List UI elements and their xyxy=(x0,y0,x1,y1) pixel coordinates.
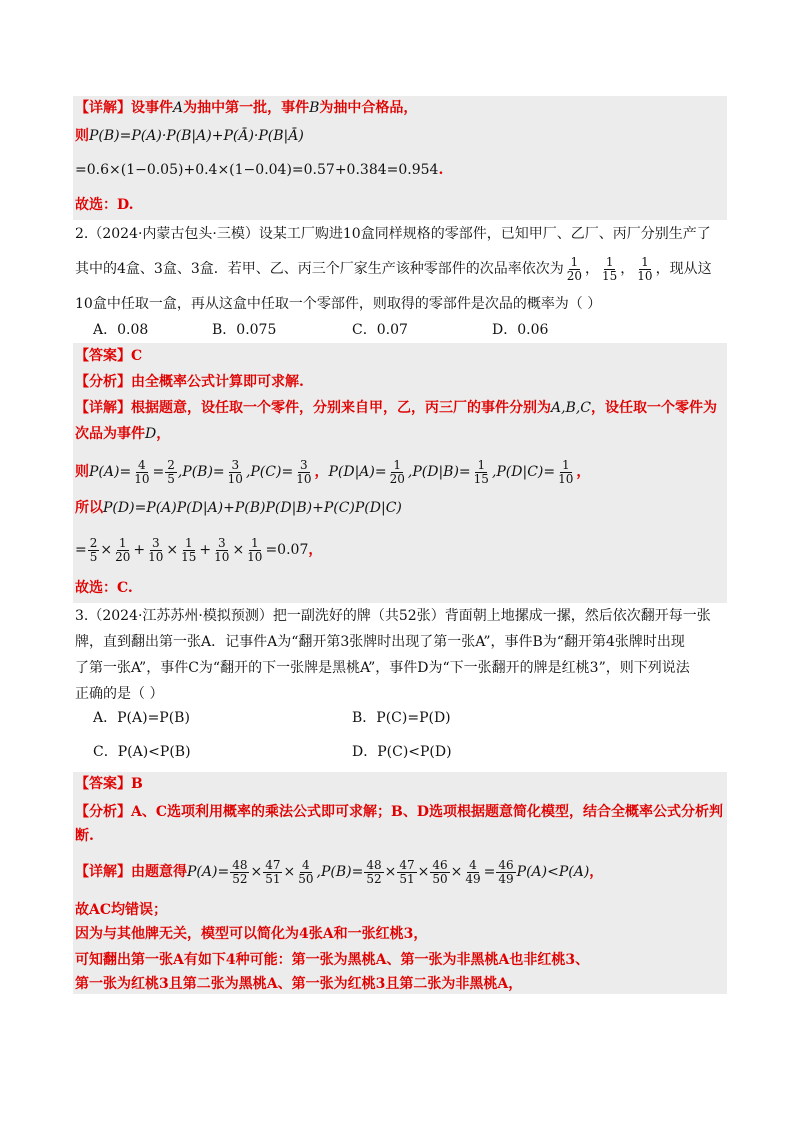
q3-option-d: D．P(C)<P(D) xyxy=(352,744,452,760)
q2-option-a: A．0.08 xyxy=(93,322,149,338)
q3-conclusion3: 可知翻出第一张A有如下4种可能：第一张为黑桃A、第一张为非黑桃A也非红桃3、 xyxy=(75,952,590,968)
q3-option-b: B．P(C)=P(D) xyxy=(352,710,451,726)
q2-stem-line3: 10盒中任取一盒，再从这盒中任取一个零部件，则取得的零部件是次品的概率为（ ） xyxy=(75,296,602,312)
q3-stem-line2: 牌，直到翻出第一张A．记事件A为“翻开第3张牌时出现了第一张A”，事件B为“翻开第4张牌时出现 xyxy=(75,634,685,650)
q2-stem-line1: 2.（2024·内蒙古包头·三模）设某工厂购进10盒同样规格的零部件，已知甲厂、乙厂、丙厂分别生产了 xyxy=(75,226,711,242)
q3-conclusion1: 故AC均错误； xyxy=(75,902,168,918)
q3-conclusion2: 因为与其他牌无关，模型可以简化为4张A和一张红桃3， xyxy=(75,926,428,942)
q2-detail-line1: 【详解】根据题意，设任取一个零件，分别来自甲，乙，丙三厂的事件分别为A,B,C，设任取一个零件为 xyxy=(75,400,718,416)
q3-stem-line4: 正确的是（ ） xyxy=(75,686,164,702)
q2-total-formula: 所以P(D)=P(A)P(D|A)+P(B)P(D|B)+P(C)P(D|C) xyxy=(75,500,402,516)
q2-option-c: C．0.07 xyxy=(352,322,408,338)
q3-conclusion4: 第一张为红桃3且第二张为黑桃A、第一张为红桃3且第二张为非黑桃A， xyxy=(75,976,523,992)
solution1-detail: 【详解】设事件A为抽中第一批，事件B为抽中合格品， xyxy=(75,100,418,116)
fraction: $\frac{1}{20}$ xyxy=(566,254,583,283)
q2-analysis: 【分析】由全概率公式计算即可求解. xyxy=(75,374,304,390)
fraction: $\frac{1}{15}$ xyxy=(602,254,618,283)
solution1-answer: 故选：D. xyxy=(75,197,134,213)
solution1-formula1: 则P(B)=P(A)·P(B|A)+P(Ā)·P(B|Ā) xyxy=(75,128,304,144)
q3-detail: 【详解】由题意得P(A)= $\frac{48}{52}$ × $\frac{47}{51}$ × $\frac{4}{50}$ ,P(B)= $\frac{48}{52}$ × $\frac{47}{51}$ × $\frac{46}{50}$ × $\frac{4}{49}$ = $\frac{46}{49}$ P(A)<P(A)， xyxy=(75,857,604,886)
q2-option-d: D．0.06 xyxy=(492,322,549,338)
q3-stem-line3: 了第一张A”，事件C为“翻开的下一张牌是黑桃A”，事件D为“下一张翻开的牌是红桃3”，则下列说法 xyxy=(75,660,690,676)
q2-calculation: = $\frac{2}{5}$ × $\frac{1}{20}$ + $\frac{3}{10}$ × $\frac{1}{15}$ + $\frac{3}{10}$ × $\frac{1}{10}$ =0.07， xyxy=(75,535,323,564)
solution1-formula2: =0.6×(1−0.05)+0.4×(1−0.04)=0.57+0.384=0.954. xyxy=(75,162,444,178)
q2-answer: 【答案】C xyxy=(75,348,143,364)
q3-analysis-line2: 断. xyxy=(75,828,94,844)
q2-probabilities: 则P(A)= $\frac{4}{10}$ = $\frac{2}{5}$ ,P(B)= $\frac{3}{10}$ ,P(C)= $\frac{3}{10}$ ，P(D|A)= $\frac{1}{20}$ ,P(D|B)= $\frac{1}{15}$ ,P(D|C)= $\frac{1}{10}$ ， xyxy=(75,457,591,486)
q2-detail-line2: 次品为事件D， xyxy=(75,426,171,442)
q2-choose: 故选：C. xyxy=(75,580,133,596)
q3-option-c: C．P(A)<P(B) xyxy=(93,744,191,760)
q3-stem-line1: 3.（2024·江苏苏州·模拟预测）把一副洗好的牌（共52张）背面朝上地摞成一摞，然后依次翻开每一张 xyxy=(75,608,711,624)
q2-option-b: B．0.075 xyxy=(212,322,277,338)
q3-option-a: A．P(A)=P(B) xyxy=(93,710,190,726)
q3-analysis-line1: 【分析】A、C选项利用概率的乘法公式即可求解；B、D选项根据题意简化模型，结合全概率公式分析判 xyxy=(75,804,723,820)
q3-answer: 【答案】B xyxy=(75,776,143,792)
q2-stem-line2: 其中的4盒、3盒、3盒．若甲、乙、丙三个厂家生产该种零部件的次品率依次为 $\frac{1}{20}$ ， $\frac{1}{15}$ ， $\frac{1}{10}$ ，现从这 xyxy=(75,254,712,283)
fraction: $\frac{1}{10}$ xyxy=(637,254,653,283)
